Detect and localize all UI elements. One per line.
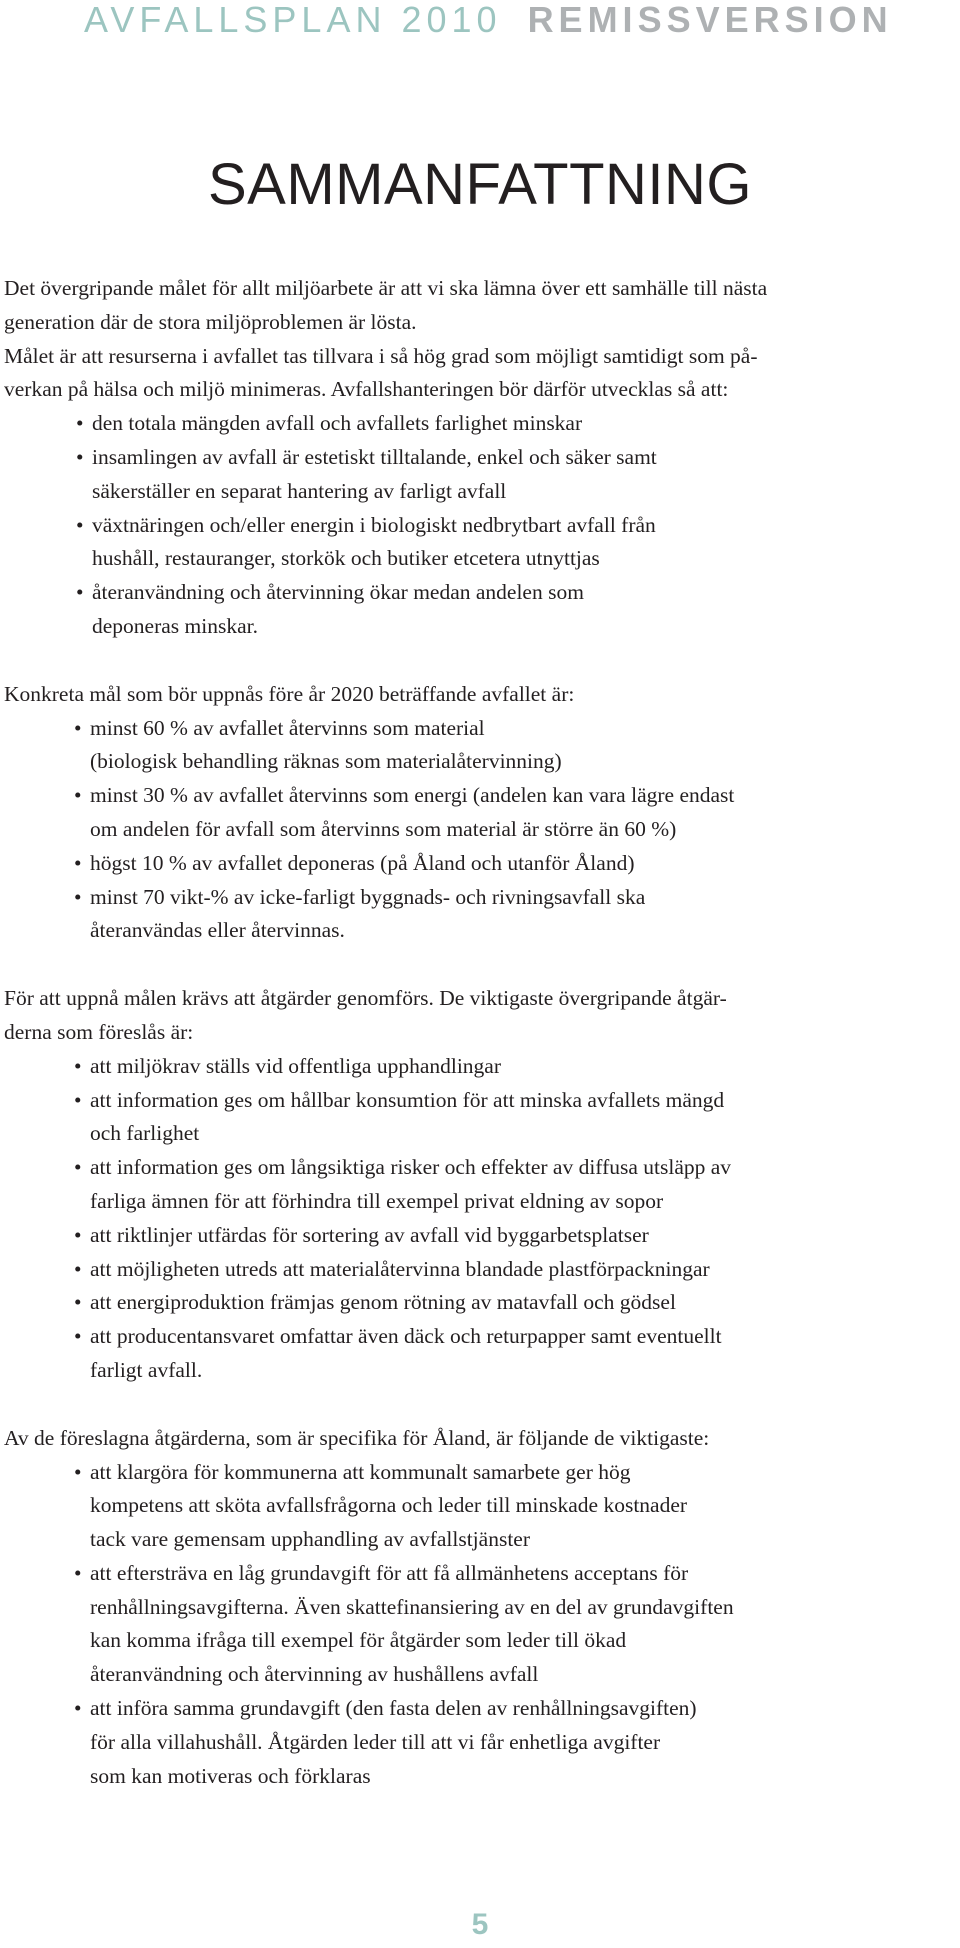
list-item-text: kan komma ifråga till exempel för åtgärder som leder till ökad [90,1628,627,1653]
list-item [4,441,944,475]
paragraph-line: verkan på hälsa och miljö minimeras. Avfallshanteringen bör därför utvecklas så att: [4,377,729,402]
bullet-icon: • [74,1459,82,1484]
list-item-continuation [4,813,944,847]
bullet-icon: • [74,1290,82,1315]
list-item-continuation [4,914,944,948]
list-item-continuation [4,1489,944,1523]
list-item-continuation [4,475,944,509]
body-text [4,272,944,1793]
bullet-icon: • [74,1053,82,1078]
list-item-continuation [4,1185,944,1219]
list-item-text: minst 70 vikt-% av icke-farligt byggnads- och rivningsavfall ska [90,884,646,909]
page-title: SAMMANFATTNING [207,152,753,217]
list-item-continuation [4,1523,944,1557]
bullet-icon: • [74,783,82,808]
bullet-list [4,407,944,644]
bullet-icon: • [74,1155,82,1180]
list-item-text: för alla villahushåll. Åtgärden leder till att vi får enhetliga avgifter [90,1729,661,1754]
list-item-text: farligt avfall. [90,1357,203,1382]
section-concrete-targets [4,678,944,948]
bullet-list [4,712,944,949]
list-item [4,1557,944,1591]
list-item [4,509,944,543]
list-item-text: farliga ämnen för att förhindra till exempel privat eldning av sopor [90,1188,664,1213]
list-item-continuation [4,745,944,779]
bullet-icon: • [76,580,84,605]
list-item-text: att energiproduktion främjas genom rötning av matavfall och gödsel [90,1290,676,1315]
bullet-icon: • [74,1222,82,1247]
list-item [4,1692,944,1726]
list-item-continuation [4,1658,944,1692]
bullet-icon: • [74,1256,82,1281]
list-item-text: tack vare gemensam upphandling av avfallstjänster [90,1527,530,1552]
list-item-text: (biologisk behandling räknas som materialåtervinning) [90,749,562,774]
list-item [4,407,944,441]
section-gap [4,644,944,678]
list-item-continuation [4,1760,944,1794]
bullet-icon: • [74,1696,82,1721]
header-version: REMISSVERSION [527,0,893,40]
bullet-list [4,1050,944,1388]
list-item [4,1219,944,1253]
bullet-list [4,1456,944,1794]
bullet-icon: • [74,1324,82,1349]
list-item [4,1456,944,1490]
list-item-continuation [4,1591,944,1625]
list-item-text: att producentansvaret omfattar även däck och returpapper samt eventuellt [90,1324,722,1349]
list-item-text: den totala mängden avfall och avfallets farlighet minskar [92,411,583,436]
list-item-continuation [4,1354,944,1388]
list-item-continuation [4,1117,944,1151]
list-item-text: växtnäringen och/eller energin i biologiskt nedbrytbart avfall från [92,512,656,537]
list-item [4,1050,944,1084]
section-goals [4,272,944,644]
bullet-icon: • [74,884,82,909]
bullet-icon: • [74,715,82,740]
bullet-icon: • [76,444,84,469]
section-gap [4,1388,944,1422]
list-item-text: att information ges om långsiktiga risker och effekter av diffusa utsläpp av [90,1155,732,1180]
list-item-text: att införa samma grundavgift (den fasta delen av renhållningsavgiften) [90,1696,697,1721]
paragraph-line: Målet är att resurserna i avfallet tas tillvara i så hög grad som möjligt samtidigt som på- [4,343,758,368]
bullet-icon: • [74,850,82,875]
section-general-measures [4,982,944,1388]
list-item-text: som kan motiveras och förklaras [90,1763,371,1788]
list-item-text: säkerställer en separat hantering av farligt avfall [92,478,507,503]
list-item-text: att eftersträva en låg grundavgift för att få allmänhetens acceptans för [90,1560,689,1585]
list-item-continuation [4,542,944,576]
list-item-text: minst 30 % av avfallet återvinns som energi (andelen kan vara lägre endast [90,783,735,808]
list-item-continuation [4,1726,944,1760]
list-item-text: minst 60 % av avfallet återvinns som material [90,715,485,740]
list-item-text: om andelen för avfall som återvinns som material är större än 60 %) [90,816,677,841]
list-item [4,881,944,915]
paragraph-line: Av de föreslagna åtgärderna, som är specifika för Åland, är följande de viktigaste: [4,1425,710,1450]
list-item [4,1320,944,1354]
paragraph-line: generation där de stora miljöproblemen är lösta. [4,309,417,334]
list-item-text: att möjligheten utreds att materialåtervinna blandade plastförpackningar [90,1256,710,1281]
paragraph-line: derna som föreslås är: [4,1019,194,1044]
list-item-text: högst 10 % av avfallet deponeras (på Åland och utanför Åland) [90,850,635,875]
list-item [4,1286,944,1320]
section-gap [4,948,944,982]
list-item-text: renhållningsavgifterna. Även skattefinansiering av en del av grundavgiften [90,1594,734,1619]
running-header [84,0,893,40]
section-aland-measures [4,1422,944,1794]
paragraph-line: För att uppnå målen krävs att åtgärder genomförs. De viktigaste övergripande åtgär- [4,986,727,1011]
list-item [4,576,944,610]
bullet-icon: • [74,1087,82,1112]
list-item-continuation [4,1624,944,1658]
list-item-text: kompetens att sköta avfallsfrågorna och leder till minskade kostnader [90,1493,688,1518]
list-item-text: återanvändning och återvinning ökar medan andelen som [92,580,584,605]
header-plan-title: AVFALLSPLAN 2010 [84,0,502,40]
paragraph-line: Det övergripande målet för allt miljöarbete är att vi ska lämna över ett samhälle till nästa [4,276,768,300]
page-number: 5 [471,1908,489,1941]
list-item-text: insamlingen av avfall är estetiskt tilltalande, enkel och säker samt [92,444,657,469]
list-item-text: att klargöra för kommunerna att kommunalt samarbete ger hög [90,1459,631,1484]
list-item-text: att riktlinjer utfärdas för sortering av avfall vid byggarbetsplatser [90,1222,649,1247]
list-item-text: deponeras minskar. [92,613,258,638]
list-item-text: återanvändning och återvinning av hushållens avfall [90,1662,539,1687]
list-item [4,847,944,881]
list-item [4,712,944,746]
list-item-text: hushåll, restauranger, storkök och butiker etcetera utnyttjas [92,546,600,571]
list-item-text: och farlighet [90,1121,200,1146]
bullet-icon: • [76,512,84,537]
list-item [4,1084,944,1118]
list-item-continuation [4,610,944,644]
list-item-text: återanvändas eller återvinnas. [90,918,345,943]
list-item [4,779,944,813]
list-item [4,1253,944,1287]
list-item [4,1151,944,1185]
paragraph-line: Konkreta mål som bör uppnås före år 2020 beträffande avfallet är: [4,681,575,706]
bullet-icon: • [74,1560,82,1585]
list-item-text: att information ges om hållbar konsumtion för att minska avfallets mängd [90,1087,725,1112]
list-item-text: att miljökrav ställs vid offentliga upphandlingar [90,1053,502,1078]
bullet-icon: • [76,411,84,436]
